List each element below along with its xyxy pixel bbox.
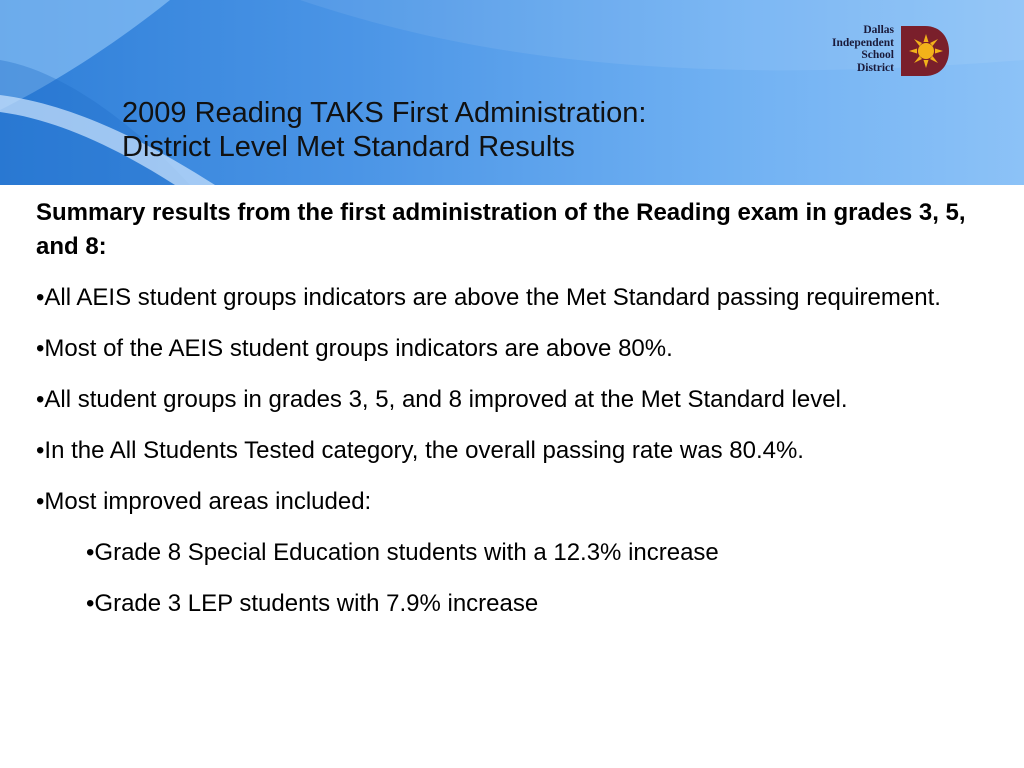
bullet-item: •Most of the AEIS student groups indicators are above 80%. xyxy=(36,335,673,362)
logo-text-line: Dallas xyxy=(863,24,894,36)
logo-text-line: School xyxy=(861,49,894,61)
logo-text xyxy=(822,24,894,74)
logo-text-line: Independent xyxy=(832,36,894,49)
dallas-d-sun-logo-icon xyxy=(899,24,951,78)
dallas-isd-logo xyxy=(822,22,954,80)
slide-title-line-1: 2009 Reading TAKS First Administration: xyxy=(122,97,647,129)
bullet-item: •All student groups in grades 3, 5, and 8 improved at the Met Standard level. xyxy=(36,386,848,413)
bullet-item: •In the All Students Tested category, the overall passing rate was 80.4%. xyxy=(36,437,804,464)
sub-bullet-item: •Grade 8 Special Education students with a 12.3% increase xyxy=(86,539,719,566)
logo-text-line: District xyxy=(856,61,894,74)
slide-body xyxy=(36,196,996,638)
slide-title-line-2: District Level Met Standard Results xyxy=(122,131,575,163)
sub-bullet-item: •Grade 3 LEP students with 7.9% increase xyxy=(86,590,539,617)
bullet-item: •Most improved areas included: xyxy=(36,488,372,515)
bullet-item: •All AEIS student groups indicators are above the Met Standard passing requirement. xyxy=(36,284,941,311)
slide-title xyxy=(122,96,842,164)
intro-paragraph: Summary results from the first administration of the Reading exam in grades 3, 5, and 8: xyxy=(36,199,966,260)
